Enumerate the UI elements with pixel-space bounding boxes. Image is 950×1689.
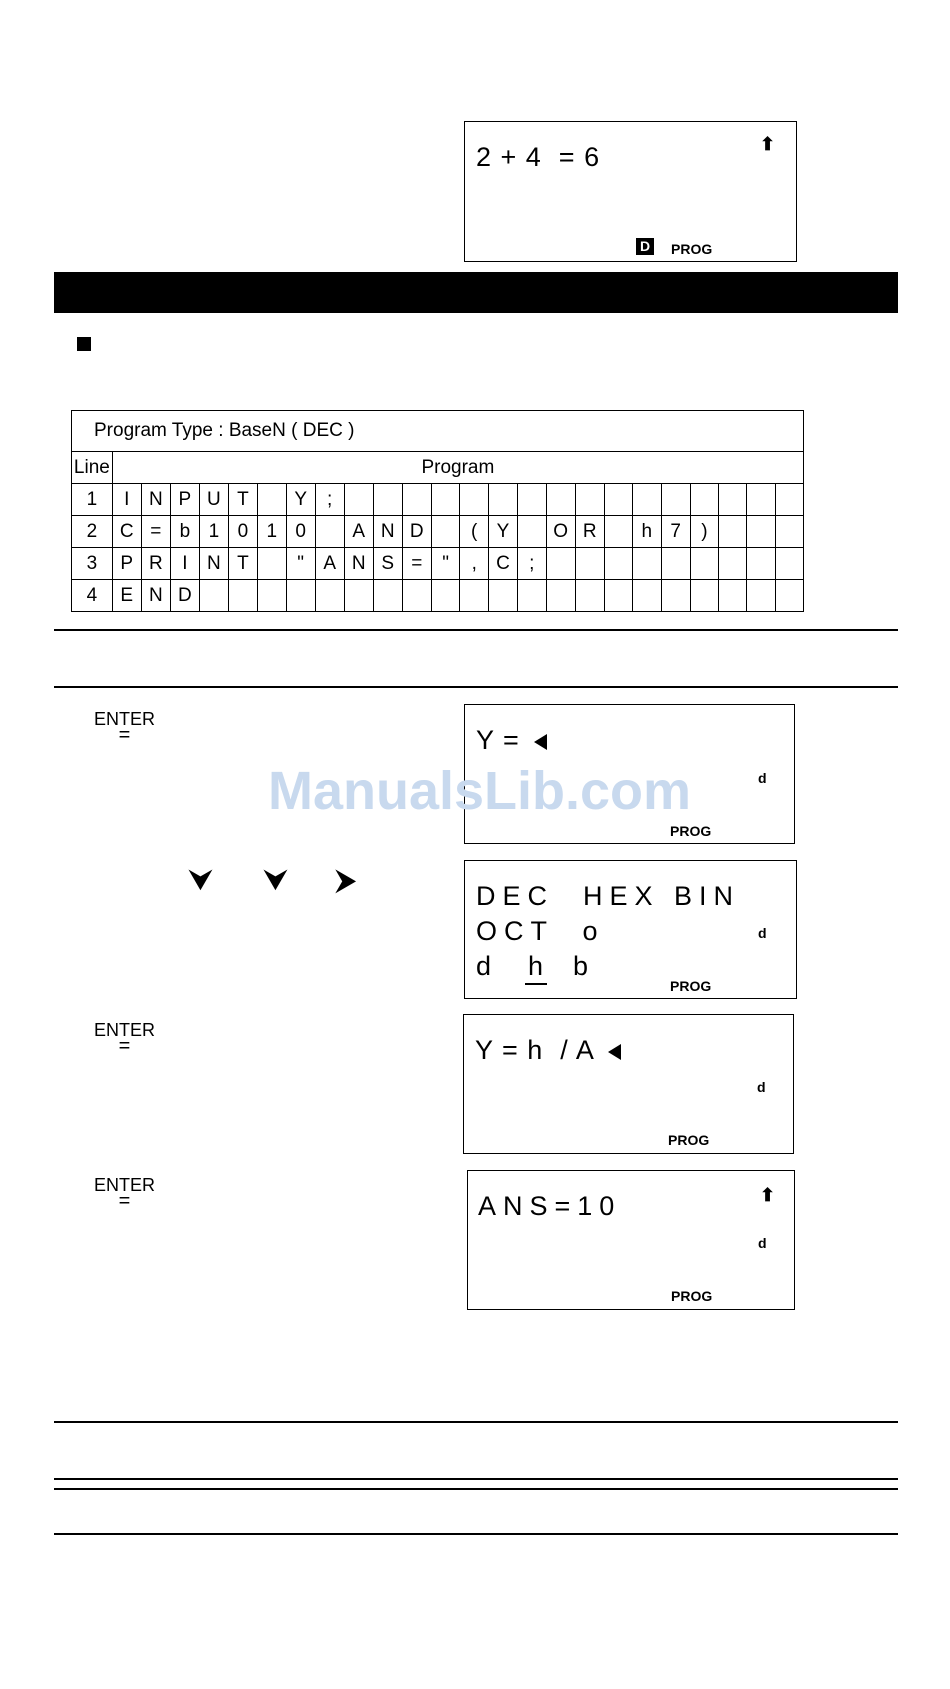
program-char-cell <box>661 484 690 516</box>
program-char-cell: = <box>402 548 431 580</box>
section-banner <box>54 272 898 313</box>
program-char-cell: U <box>199 484 228 516</box>
program-char-cell: P <box>112 548 141 580</box>
up-arrow-icon: ⬆ <box>760 1185 776 1205</box>
program-char-cell <box>719 516 747 548</box>
enter-key <box>94 1175 156 1212</box>
table-row <box>72 548 804 580</box>
mode-indicator: d <box>758 1235 767 1251</box>
line-number-cell: 2 <box>72 516 113 548</box>
program-char-cell <box>632 548 661 580</box>
program-char-cell <box>199 580 228 612</box>
column-header-line: Line <box>72 452 113 484</box>
program-char-cell <box>604 548 632 580</box>
enter-key-label: ENTER <box>94 1020 156 1040</box>
program-char-cell <box>690 548 719 580</box>
divider <box>54 686 898 688</box>
program-char-cell: C <box>112 516 141 548</box>
equals-key-label: = <box>118 1035 131 1057</box>
program-char-cell: Y <box>286 484 315 516</box>
status-indicator: PROG <box>671 1288 713 1304</box>
program-char-cell: T <box>228 548 257 580</box>
display-line: Y = h / A <box>475 1035 621 1066</box>
divider <box>54 1533 898 1535</box>
lcd-display-input <box>463 1014 794 1154</box>
program-char-cell <box>344 580 373 612</box>
program-char-cell: N <box>141 580 170 612</box>
program-char-cell <box>747 548 775 580</box>
program-char-cell <box>431 516 460 548</box>
up-arrow-icon: ⬆ <box>760 134 776 154</box>
program-type-label: Program Type : BaseN ( DEC ) <box>72 411 804 452</box>
program-char-cell: ) <box>690 516 719 548</box>
program-char-cell <box>402 580 431 612</box>
program-char-cell <box>228 580 257 612</box>
display-line: ANS=10 <box>478 1191 622 1221</box>
enter-key <box>94 1020 156 1057</box>
enter-key-label: ENTER <box>94 1175 156 1195</box>
program-char-cell: D <box>402 516 431 548</box>
lcd-display-result <box>464 121 797 262</box>
status-indicator: PROG <box>668 1132 710 1148</box>
status-indicator: PROG <box>671 241 713 257</box>
program-char-cell <box>402 484 431 516</box>
program-char-cell <box>431 484 460 516</box>
program-char-cell: I <box>112 484 141 516</box>
table-row <box>72 516 804 548</box>
program-char-cell <box>604 484 632 516</box>
program-char-cell <box>775 548 803 580</box>
equals-key-label: = <box>118 1190 131 1212</box>
lcd-display-output <box>467 1170 795 1310</box>
mode-indicator: D <box>636 238 654 255</box>
line-number-cell: 4 <box>72 580 113 612</box>
program-char-cell: 7 <box>661 516 690 548</box>
program-char-cell: N <box>199 548 228 580</box>
status-indicator: PROG <box>670 823 712 839</box>
program-char-cell: " <box>431 548 460 580</box>
display-option-b: b <box>573 951 590 981</box>
program-char-cell <box>775 484 803 516</box>
program-char-cell <box>257 548 286 580</box>
mode-indicator: d <box>758 925 767 941</box>
program-char-cell: ; <box>315 484 344 516</box>
display-option-h: h <box>528 951 545 981</box>
status-indicator: PROG <box>670 978 712 994</box>
program-char-cell <box>518 516 547 548</box>
program-char-cell: N <box>141 484 170 516</box>
program-char-cell: ; <box>518 548 547 580</box>
program-char-cell: E <box>112 580 141 612</box>
program-char-cell <box>604 516 632 548</box>
program-char-cell <box>661 580 690 612</box>
program-char-cell: C <box>489 548 518 580</box>
cursor-left-icon <box>608 1044 621 1060</box>
divider <box>54 1488 898 1490</box>
program-char-cell <box>344 484 373 516</box>
program-char-cell <box>747 516 775 548</box>
program-char-cell: T <box>228 484 257 516</box>
program-char-cell <box>257 484 286 516</box>
bullet-icon <box>77 337 91 351</box>
program-rows <box>72 484 804 612</box>
display-line-2: OCT o <box>476 916 605 946</box>
program-char-cell <box>546 484 575 516</box>
program-char-cell <box>747 484 775 516</box>
program-char-cell: N <box>344 548 373 580</box>
program-char-cell <box>518 580 547 612</box>
program-char-cell: P <box>170 484 199 516</box>
program-char-cell <box>719 548 747 580</box>
equals-key-label: = <box>118 724 131 746</box>
program-char-cell: 0 <box>286 516 315 548</box>
program-char-cell <box>575 484 604 516</box>
divider <box>54 629 898 631</box>
program-char-cell: h <box>632 516 661 548</box>
program-char-cell <box>719 580 747 612</box>
program-char-cell <box>747 580 775 612</box>
divider <box>54 1421 898 1423</box>
selection-cursor <box>525 983 547 985</box>
program-char-cell: I <box>170 548 199 580</box>
program-char-cell <box>604 580 632 612</box>
program-char-cell: " <box>286 548 315 580</box>
display-line-1: DEC HEX BIN <box>476 881 741 911</box>
program-char-cell <box>373 484 402 516</box>
program-char-cell <box>775 580 803 612</box>
program-char-cell <box>575 548 604 580</box>
table-row <box>72 484 804 516</box>
program-char-cell: A <box>344 516 373 548</box>
line-number-cell: 1 <box>72 484 113 516</box>
mode-indicator: d <box>758 770 767 786</box>
cursor-left-icon <box>534 734 547 750</box>
program-char-cell: O <box>546 516 575 548</box>
program-char-cell <box>315 516 344 548</box>
program-char-cell: D <box>170 580 199 612</box>
enter-key <box>94 709 156 746</box>
program-char-cell <box>690 484 719 516</box>
divider <box>54 1478 898 1480</box>
program-char-cell <box>373 580 402 612</box>
program-char-cell <box>460 580 489 612</box>
program-char-cell <box>460 484 489 516</box>
program-char-cell: = <box>141 516 170 548</box>
program-char-cell <box>661 548 690 580</box>
program-char-cell: ( <box>460 516 489 548</box>
program-char-cell: Y <box>489 516 518 548</box>
program-char-cell: 0 <box>228 516 257 548</box>
program-char-cell <box>575 580 604 612</box>
program-char-cell <box>632 484 661 516</box>
program-char-cell <box>546 548 575 580</box>
program-char-cell <box>775 516 803 548</box>
program-char-cell: R <box>575 516 604 548</box>
program-char-cell: b <box>170 516 199 548</box>
program-char-cell <box>257 580 286 612</box>
program-char-cell: 1 <box>199 516 228 548</box>
lcd-display-base-menu <box>464 860 797 999</box>
down-arrow-key-icon: ⮟ <box>263 864 289 897</box>
program-char-cell <box>518 484 547 516</box>
program-char-cell <box>546 580 575 612</box>
display-line: Y = <box>476 725 547 756</box>
program-char-cell: N <box>373 516 402 548</box>
program-char-cell <box>315 580 344 612</box>
program-char-cell <box>489 484 518 516</box>
program-char-cell: A <box>315 548 344 580</box>
program-char-cell <box>690 580 719 612</box>
mode-indicator: d <box>757 1079 766 1095</box>
display-option-d: d <box>476 951 493 981</box>
program-char-cell <box>632 580 661 612</box>
program-char-cell: R <box>141 548 170 580</box>
right-arrow-key-icon: ⮞ <box>335 864 357 897</box>
program-char-cell <box>431 580 460 612</box>
enter-key-label: ENTER <box>94 709 156 729</box>
program-char-cell <box>286 580 315 612</box>
display-line: 2 + 4 = 6 <box>476 142 601 172</box>
column-header-program: Program <box>112 452 803 484</box>
table-row <box>72 580 804 612</box>
program-char-cell: S <box>373 548 402 580</box>
program-table <box>71 410 804 612</box>
program-char-cell: 1 <box>257 516 286 548</box>
program-char-cell <box>719 484 747 516</box>
program-char-cell <box>489 580 518 612</box>
watermark: ManualsLib.com <box>268 761 692 821</box>
down-arrow-key-icon: ⮟ <box>188 864 214 897</box>
program-char-cell: , <box>460 548 489 580</box>
line-number-cell: 3 <box>72 548 113 580</box>
